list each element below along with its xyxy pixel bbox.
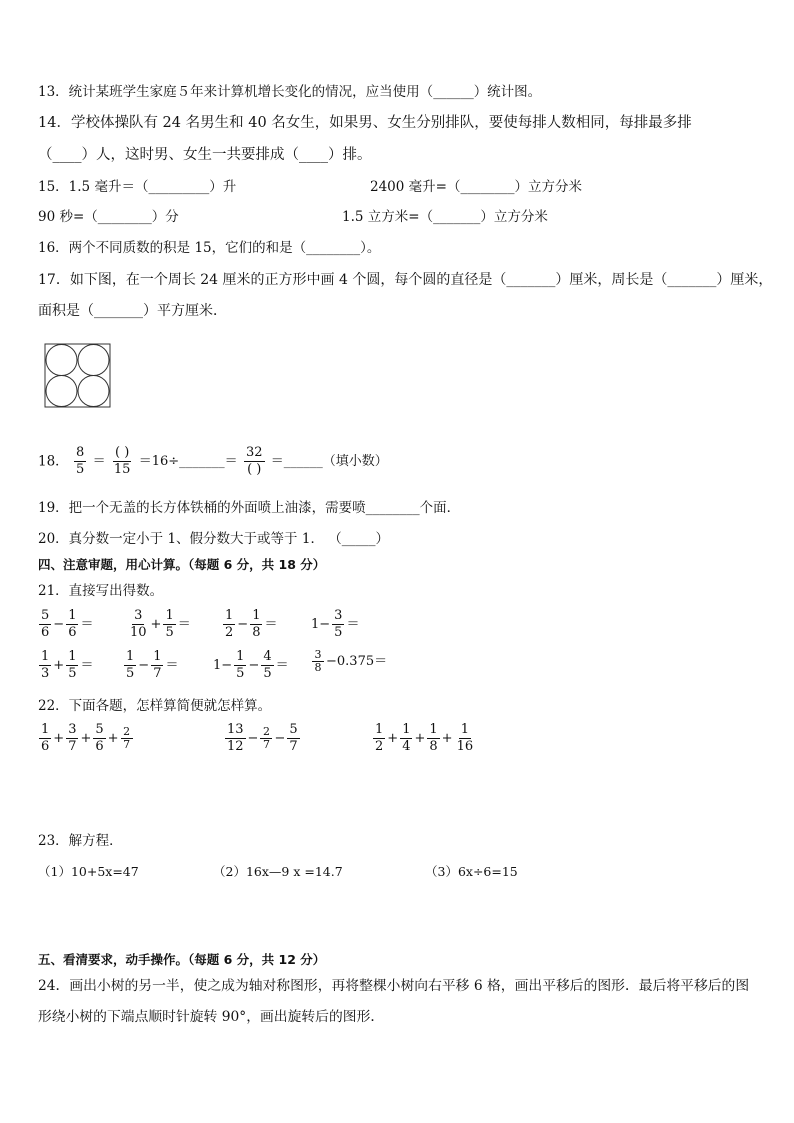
question-21-label: 21．直接写出得数。 — [38, 583, 164, 599]
question-21-row-2c: 1− $\frac{1}{5}$ − $\frac{4}{5}$ ＝ — [213, 649, 289, 681]
question-21-row-1b: $\frac{3}{10}$ + $\frac{1}{5}$ ＝ — [130, 608, 191, 640]
section-5-heading: 五、看清要求，动手操作。（每题 6 分，共 12 分） — [38, 952, 326, 967]
question-24-line2: 形绕小树的下端点顺时针旋转 90°，画出旋转后的图形． — [38, 1009, 385, 1025]
question-23-part-3: （3）6x÷6=15 — [425, 864, 518, 879]
question-21-row-1: $\frac{5}{6}$ − $\frac{1}{6}$ ＝ — [41, 608, 94, 640]
question-15-part-c: 90 秒=（________）分 — [38, 209, 179, 225]
question-21-row-1c: $\frac{1}{2}$ − $\frac{1}{8}$ ＝ — [225, 608, 278, 640]
question-15-part-a: 15．1.5 毫升＝（_________）升 — [38, 179, 237, 195]
square-four-circles-figure — [44, 343, 112, 409]
section-4-heading: 四、注意审题，用心计算。（每题 6 分，共 18 分） — [38, 557, 326, 572]
question-21-row-1d: 1− $\frac{3}{5}$ ＝ — [311, 608, 360, 640]
fraction: $\frac{32}{( )}$ — [245, 445, 263, 477]
question-15-part-b: 2400 毫升=（________）立方分米 — [370, 179, 582, 195]
question-15-part-d: 1.5 立方米=（_______）立方分米 — [342, 209, 548, 225]
question-14-line2: （____）人，这时男、女生一共要排成（____）排。 — [38, 147, 372, 163]
fraction: $\frac{( )}{15}$ — [113, 445, 131, 477]
question-18: 18． $\frac{8}{5}$ ＝ $\frac{( )}{15}$ ＝16÷_______＝ $\frac{32}{( )}$ ＝______（填小数） — [38, 445, 388, 477]
question-22-expr-2: $\frac{13}{12}$ − $\frac{2}{7}$ − $\frac{5}{7}$ — [227, 722, 298, 754]
question-16: 16．两个不同质数的积是 15，它们的和是（________）。 — [38, 240, 381, 256]
question-19: 19．把一个无盖的长方体铁桶的外面喷上油漆，需要喷________个面． — [38, 500, 461, 516]
question-21-row-2a: $\frac{1}{3}$ + $\frac{1}{5}$ ＝ — [41, 649, 94, 681]
question-22-label: 22．下面各题，怎样算简便就怎样算。 — [38, 698, 272, 714]
question-20: 20．真分数一定小于 1、假分数大于或等于 1． （_____） — [38, 531, 389, 547]
question-17-line2: 面积是（_______）平方厘米． — [38, 303, 227, 319]
question-22-expr-3: $\frac{1}{2}$ + $\frac{1}{4}$ + $\frac{1}{8}$ + $\frac{1}{16}$ — [375, 722, 474, 754]
fraction: $\frac{8}{5}$ — [75, 445, 85, 477]
question-17-line1: 17．如下图，在一个周长 24 厘米的正方形中画 4 个圆，每个圆的直径是（_______）厘米，周长是（_______）厘米， — [38, 272, 773, 288]
question-21-row-2b: $\frac{1}{5}$ − $\frac{1}{7}$ ＝ — [126, 649, 179, 681]
question-14-line1: 14．学校体操队有 24 名男生和 40 名女生，如果男、女生分别排队，要使每排人数相同，每排最多排 — [38, 115, 692, 131]
question-22-expr-1: $\frac{1}{6}$ + $\frac{3}{7}$ + $\frac{5}{6}$ + $\frac{2}{7}$ — [38, 722, 134, 755]
question-13: 13．统计某班学生家庭５年来计算机增长变化的情况，应当使用（______）统计图。 — [38, 84, 542, 100]
answer-blank[interactable]: ______ — [433, 84, 474, 100]
question-23-label: 23．解方程． — [38, 833, 123, 849]
question-23-part-1: （1）10+5x=47 — [38, 864, 139, 879]
question-21-row-2d: $\frac{3}{8}$ −0.375＝ — [311, 649, 388, 674]
question-24-line1: 24．画出小树的另一半，使之成为轴对称图形，再将整棵小树向右平移 6 格，画出平移后的图形．最后将平移后的图 — [38, 978, 750, 994]
question-23-part-2: （2）16x—9 x =14.7 — [213, 864, 343, 879]
